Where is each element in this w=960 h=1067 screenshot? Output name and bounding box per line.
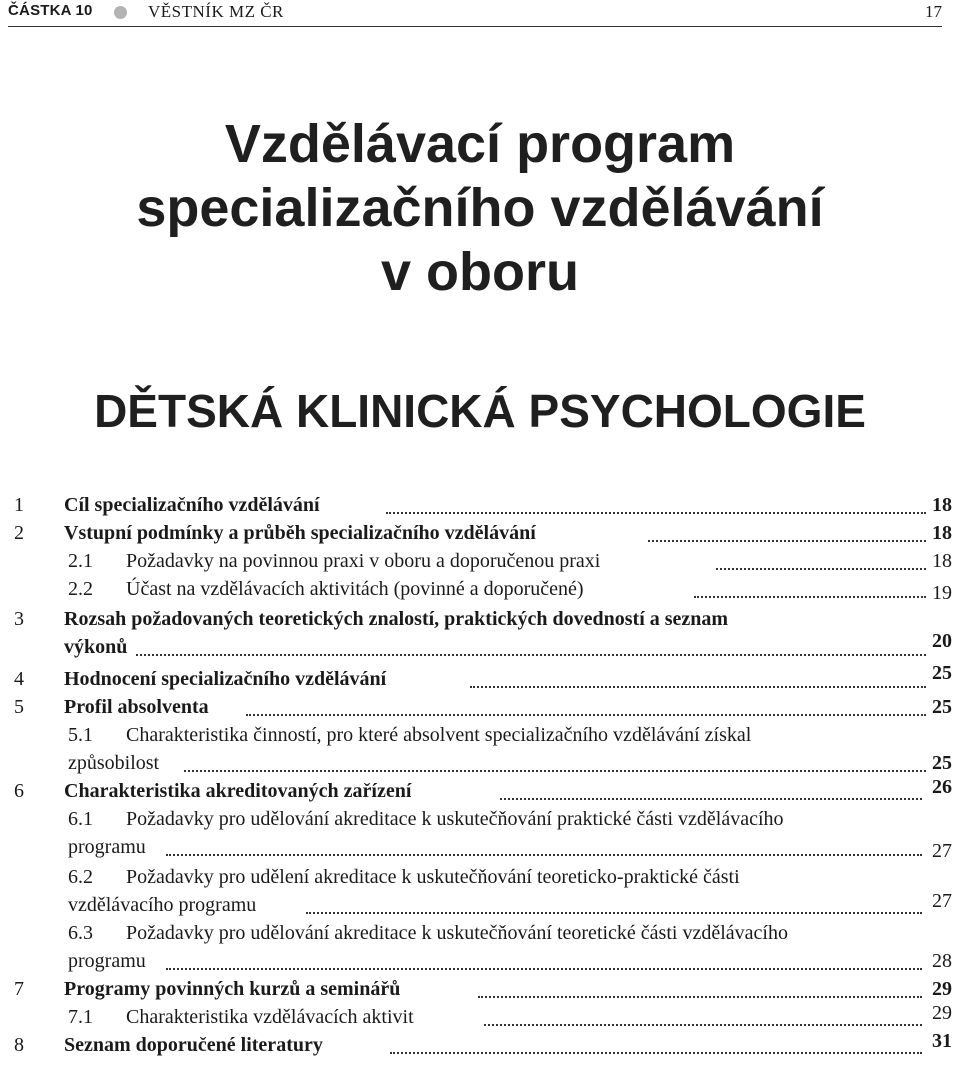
toc-entry[interactable]: [0, 776, 960, 808]
toc-entry-page: 25: [932, 662, 952, 684]
toc-entry-page: 25: [932, 752, 952, 774]
toc-entry[interactable]: [0, 550, 960, 578]
toc-entry-title: Seznam doporučené literatury: [64, 1034, 323, 1056]
bullet-dot-icon: [114, 6, 127, 19]
toc-entry-title: Vstupní podmínky a průběh specializačního vzdělávání: [64, 522, 536, 544]
issue-section: ČÁSTKA 10: [8, 2, 93, 19]
leader-dots: [694, 596, 926, 598]
toc-entry-continuation[interactable]: [0, 836, 960, 864]
toc-entry-page: 27: [932, 840, 952, 862]
toc-entry-title: Charakteristika akreditovaných zařízení: [64, 780, 412, 802]
title-line: specializačního vzdělávání: [136, 178, 824, 238]
toc-entry-page: 18: [932, 522, 952, 544]
toc-entry-page: 28: [932, 950, 952, 972]
toc-entry-title: Účast na vzdělávacích aktivitách (povinné a doporučené): [126, 578, 584, 600]
toc-entry-number: 5: [14, 696, 24, 718]
leader-dots: [136, 654, 926, 656]
toc-entry-title: Charakteristika činností, pro které absolvent specializačního vzdělávání získal: [126, 724, 752, 746]
toc-entry-page: 26: [932, 776, 952, 798]
leader-dots: [184, 770, 926, 772]
toc-entry-title-cont: výkonů: [64, 636, 128, 658]
toc-entry-title: Požadavky pro udělování akreditace k uskutečňování praktické části vzdělávacího: [126, 808, 784, 830]
toc-entry-page: 31: [932, 1030, 952, 1052]
toc-entry-title: Požadavky pro udělování akreditace k uskutečňování teoretické části vzdělávacího: [126, 922, 788, 944]
toc-entry-number: 5.1: [68, 724, 93, 746]
leader-dots: [478, 996, 922, 998]
toc-entry-page: 19: [932, 582, 952, 604]
toc-entry-page: 18: [932, 550, 952, 572]
leader-dots: [306, 912, 922, 914]
toc-entry-title: Charakteristika vzdělávacích aktivit: [126, 1006, 414, 1028]
toc-entry-number: 7.1: [68, 1006, 93, 1028]
toc-entry-continuation[interactable]: [0, 752, 960, 780]
toc-entry-number: 6.2: [68, 866, 93, 888]
leader-dots: [470, 686, 926, 688]
toc-entry[interactable]: [0, 578, 960, 606]
toc-entry-title: Profil absolventa: [64, 696, 209, 718]
toc-entry[interactable]: [0, 1030, 960, 1062]
page-number: 17: [925, 2, 942, 21]
toc-entry-continuation[interactable]: [0, 890, 960, 922]
running-header: [8, 0, 942, 27]
toc-entry-title: Požadavky na povinnou praxi v oboru a doporučenou praxi: [126, 550, 601, 572]
leader-dots: [246, 714, 926, 716]
title-line: Vzdělávací program: [224, 114, 736, 174]
toc-entry-title: Programy povinných kurzů a seminářů: [64, 978, 401, 1000]
toc-entry-title: Rozsah požadovaných teoretických znalostí, praktických dovedností a seznam: [64, 608, 729, 630]
toc-entry-number: 3: [14, 608, 24, 630]
leader-dots: [648, 540, 926, 542]
toc-entry[interactable]: [0, 978, 960, 1006]
subject-heading: DĚTSKÁ KLINICKÁ PSYCHOLOGIE: [94, 385, 866, 437]
journal-name: VĚSTNÍK MZ ČR: [148, 2, 284, 21]
toc-entry-continuation[interactable]: [0, 630, 960, 664]
toc-entry-number: 2.2: [68, 578, 93, 600]
toc-entry-number: 7: [14, 978, 24, 1000]
leader-dots: [716, 568, 926, 570]
toc-entry[interactable]: [0, 922, 960, 950]
leader-dots: [166, 968, 922, 970]
leader-dots: [484, 1024, 922, 1026]
toc-entry[interactable]: [0, 696, 960, 724]
toc-entry-page: 27: [932, 890, 952, 912]
toc-entry-title: Požadavky pro udělení akreditace k uskutečňování teoreticko-praktické části: [126, 866, 740, 888]
toc-entry-number: 1: [14, 494, 24, 516]
toc-entry[interactable]: [0, 1002, 960, 1034]
toc-entry[interactable]: [0, 522, 960, 550]
leader-dots: [166, 854, 922, 856]
toc-entry-title-cont: způsobilost: [68, 752, 160, 774]
toc-entry-title-cont: vzdělávacího programu: [68, 894, 257, 916]
title-line: v oboru: [381, 242, 579, 302]
toc-entry-page: 29: [932, 1002, 952, 1024]
toc-entry[interactable]: [0, 724, 960, 752]
toc-entry-number: 6.1: [68, 808, 93, 830]
toc-entry-number: 2.1: [68, 550, 93, 572]
toc-entry-page: 20: [932, 630, 952, 652]
toc-entry-title: Hodnocení specializačního vzdělávání: [64, 668, 387, 690]
toc-entry-number: 2: [14, 522, 24, 544]
toc-entry-continuation[interactable]: [0, 950, 960, 978]
toc-entry[interactable]: [0, 866, 960, 894]
toc-entry[interactable]: [0, 494, 960, 522]
document-title: [0, 112, 960, 304]
leader-dots: [390, 1052, 922, 1054]
leader-dots: [500, 798, 922, 800]
toc-entry[interactable]: [0, 662, 960, 696]
toc-entry-number: 6: [14, 780, 24, 802]
toc-entry-title-cont: programu: [68, 950, 146, 972]
toc-entry-number: 6.3: [68, 922, 93, 944]
toc-entry-number: 8: [14, 1034, 24, 1056]
toc-entry[interactable]: [0, 608, 960, 636]
toc-entry-number: 4: [14, 668, 24, 690]
toc-entry[interactable]: [0, 808, 960, 836]
toc-entry-page: 25: [932, 696, 952, 718]
toc-entry-page: 18: [932, 494, 952, 516]
leader-dots: [386, 512, 926, 514]
toc-entry-title: Cíl specializačního vzdělávání: [64, 494, 320, 516]
toc-entry-title-cont: programu: [68, 836, 146, 858]
toc-entry-page: 29: [932, 978, 952, 1000]
